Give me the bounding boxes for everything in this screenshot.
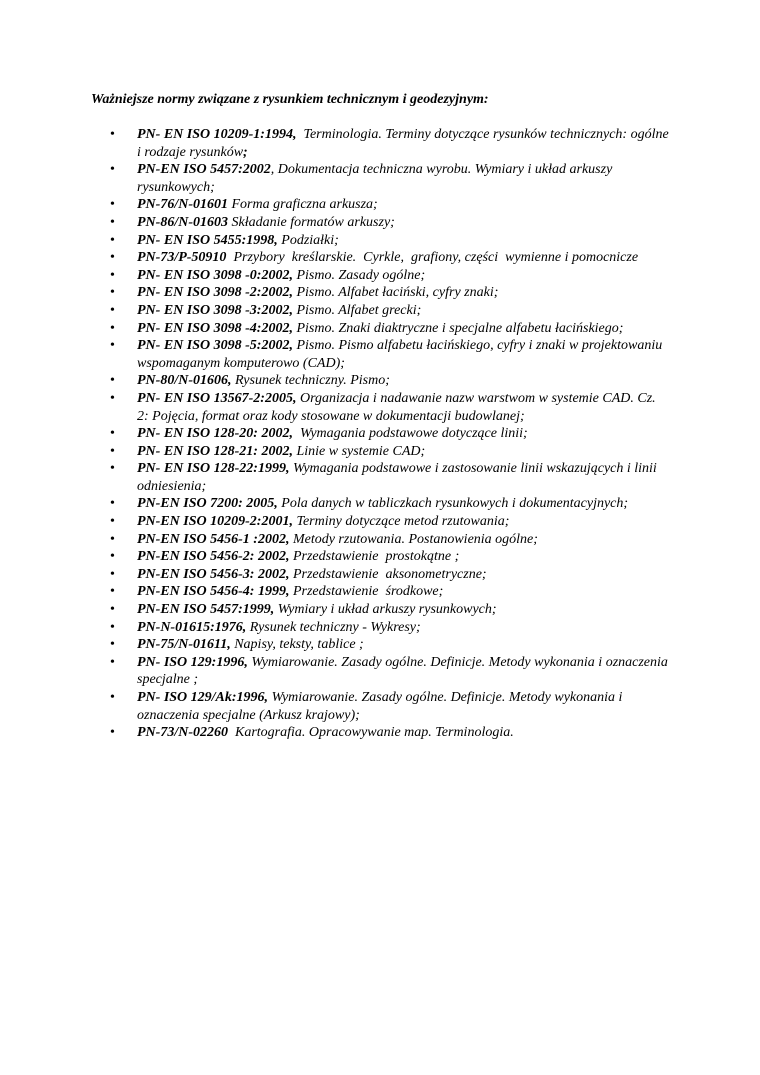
norm-description: Wymagania podstawowe dotyczące linii; (292, 426, 528, 442)
bullet-icon: • (110, 443, 115, 459)
norm-description: Pola danych w tabliczkach rysunkowych i dokumentacyjnych; (277, 496, 629, 512)
norm-code: PN-EN ISO 5457:2002 (137, 162, 271, 178)
norm-code: PN- EN ISO 3098 -5:2002, (137, 338, 293, 354)
bullet-icon: • (110, 690, 115, 705)
norm-code: PN-86/N-01603 (137, 214, 228, 230)
bullet-icon: • (110, 338, 115, 354)
norm-code: PN-EN ISO 5456-3: 2002, (137, 566, 290, 582)
norm-list-item (110, 337, 670, 372)
norm-description: Pismo. Alfabet grecki; (292, 302, 422, 318)
norm-description: , Dokumentacja techniczna wyrobu. Wymiary i układ arkuszy rysunkowych; (137, 162, 616, 195)
norm-list-item (110, 654, 670, 689)
norm-list-item (110, 460, 670, 495)
norm-description: Wymiarowanie. Zasady ogólne. Definicje. Metody wykonania i oznaczenia specjalne ; (137, 654, 672, 688)
norm-code: PN-80/N-01606, (137, 373, 232, 389)
norm-code: PN-EN ISO 7200: 2005, (137, 496, 278, 512)
bullet-icon: • (110, 426, 115, 442)
norm-description: Pismo. Alfabet łaciński, cyfry znaki; (292, 285, 499, 301)
norm-list-item (110, 232, 670, 250)
bullet-icon: • (110, 584, 115, 600)
document-heading: Ważniejsze normy związane z rysunkiem technicznym i geodezyjnym: (91, 92, 489, 107)
norm-list-item (110, 425, 670, 443)
norm-code: PN- EN ISO 10209-1:1994, (137, 127, 297, 142)
norm-description: Wymiary i układ arkuszy rysunkowych; (274, 602, 497, 618)
norm-description: Forma graficzna arkusza; (228, 197, 378, 213)
bullet-icon: • (110, 320, 115, 336)
bullet-icon: • (110, 566, 115, 582)
norm-description-tail: ; (243, 144, 248, 160)
norm-description: Terminologia. Terminy dotyczące rysunków technicznych: ogólne i rodzaje rysunków (137, 127, 673, 160)
bullet-icon: • (110, 250, 115, 266)
norm-list-item (110, 636, 670, 654)
norm-description: Pismo. Zasady ogólne; (292, 267, 426, 283)
norm-code: PN-73/N-02260 (137, 725, 228, 741)
norm-description: Przedstawienie środkowe; (289, 584, 444, 600)
norm-list-item (110, 724, 670, 742)
bullet-icon: • (110, 162, 115, 178)
norm-code: PN-76/N-01601 (137, 197, 228, 213)
bullet-icon: • (110, 127, 115, 142)
norm-code: PN- EN ISO 3098 -2:2002, (137, 285, 293, 301)
bullet-icon: • (110, 549, 115, 565)
bullet-icon: • (110, 390, 115, 406)
norm-list-item (110, 513, 670, 531)
norm-list-item (110, 302, 670, 320)
norm-list-item (110, 214, 670, 232)
norm-list-item (110, 689, 670, 724)
norm-code: PN- EN ISO 13567-2:2005, (137, 390, 297, 406)
norm-list-item (110, 390, 670, 425)
bullet-icon: • (110, 232, 115, 248)
norm-list-item (110, 267, 670, 285)
norm-description: Pismo. Znaki diaktryczne i specjalne alfabetu łacińskiego; (292, 320, 624, 336)
norm-description: Organizacja i nadawanie nazw warstwom w systemie CAD. Cz. 2: Pojęcia, format oraz kody stosowane w dokumentacji budowlanej; (137, 390, 660, 424)
bullet-icon: • (110, 514, 115, 530)
norm-description: Wymagania podstawowe i zastosowanie linii wskazujących i linii odniesienia; (137, 461, 671, 494)
bullet-icon: • (110, 197, 115, 213)
bullet-icon: • (110, 302, 115, 318)
norm-list-item (110, 601, 670, 619)
norm-list-item (110, 320, 670, 338)
norm-description: Przedstawienie aksonometryczne; (289, 566, 487, 582)
norm-list-item (110, 495, 670, 513)
norm-list-item (110, 249, 670, 267)
norm-description: Linie w systemie CAD; (292, 443, 426, 459)
norm-code: PN- EN ISO 128-22:1999, (137, 461, 290, 477)
norm-code: PN-75/N-01611, (137, 637, 231, 653)
norm-code: PN- ISO 129/Ak:1996, (137, 690, 269, 705)
norms-list (110, 126, 673, 742)
norm-list-item (110, 372, 670, 390)
bullet-icon: • (110, 725, 115, 741)
norm-description: Kartografia. Opracowywanie map. Terminologia. (228, 725, 514, 741)
norm-description: Wymiarowanie. Zasady ogólne. Definicje. Metody wykonania i oznaczenia specjalne (Arkusz krajowy); (137, 690, 626, 723)
norm-list-item (110, 619, 670, 637)
bullet-icon: • (110, 267, 115, 283)
norm-code: PN- EN ISO 128-20: 2002, (137, 426, 293, 442)
norm-description: Metody rzutowania. Postanowienia ogólne; (289, 531, 538, 547)
norm-description: Rysunek techniczny - Wykresy; (246, 619, 421, 635)
bullet-icon: • (110, 654, 115, 670)
norm-list-item (110, 548, 670, 566)
norm-list-item (110, 284, 670, 302)
norm-description: Przedstawienie prostokątne ; (289, 549, 460, 565)
norm-list-item (110, 443, 670, 461)
bullet-icon: • (110, 531, 115, 547)
norm-code: PN-EN ISO 5456-4: 1999, (137, 584, 290, 600)
norm-code: PN- EN ISO 3098 -0:2002, (137, 267, 293, 283)
bullet-icon: • (110, 461, 115, 477)
bullet-icon: • (110, 496, 115, 512)
norm-code: PN-EN ISO 10209-2:2001, (137, 514, 293, 530)
norm-list-item (110, 531, 670, 549)
norm-description: Terminy dotyczące metod rzutowania; (292, 514, 510, 530)
norm-list-item (110, 161, 670, 196)
bullet-icon: • (110, 214, 115, 230)
norm-list-item (110, 196, 670, 214)
norm-description: Rysunek techniczny. Pismo; (231, 373, 390, 389)
norm-description: Składanie formatów arkuszy; (228, 214, 395, 230)
bullet-icon: • (110, 619, 115, 635)
norm-code: PN- ISO 129:1996, (137, 654, 248, 670)
norm-code: PN- EN ISO 3098 -3:2002, (137, 302, 293, 318)
norm-code: PN- EN ISO 3098 -4:2002, (137, 320, 293, 336)
norm-code: PN-EN ISO 5456-2: 2002, (137, 549, 290, 565)
norm-code: PN- EN ISO 128-21: 2002, (137, 443, 293, 459)
norm-code: PN- EN ISO 5455:1998, (137, 232, 278, 248)
norm-description: Podziałki; (277, 232, 339, 248)
norm-list-item (110, 566, 670, 584)
norm-list-item (110, 126, 673, 161)
norm-code: PN-N-01615:1976, (137, 619, 247, 635)
bullet-icon: • (110, 637, 115, 653)
bullet-icon: • (110, 373, 115, 389)
bullet-icon: • (110, 285, 115, 301)
norm-code: PN-73/P-50910 (137, 250, 227, 266)
norm-list-item (110, 583, 670, 601)
norm-code: PN-EN ISO 5457:1999, (137, 602, 275, 618)
norm-description: Pismo. Pismo alfabetu łacińskiego, cyfry i znaki w projektowaniu wspomaganym komputerowo (CAD); (137, 338, 666, 371)
norm-description: Napisy, teksty, tablice ; (230, 637, 364, 653)
norm-code: PN-EN ISO 5456-1 :2002, (137, 531, 290, 547)
bullet-icon: • (110, 602, 115, 618)
norm-description: Przybory kreślarskie. Cyrkle, grafiony, części wymienne i pomocnicze (226, 250, 639, 266)
